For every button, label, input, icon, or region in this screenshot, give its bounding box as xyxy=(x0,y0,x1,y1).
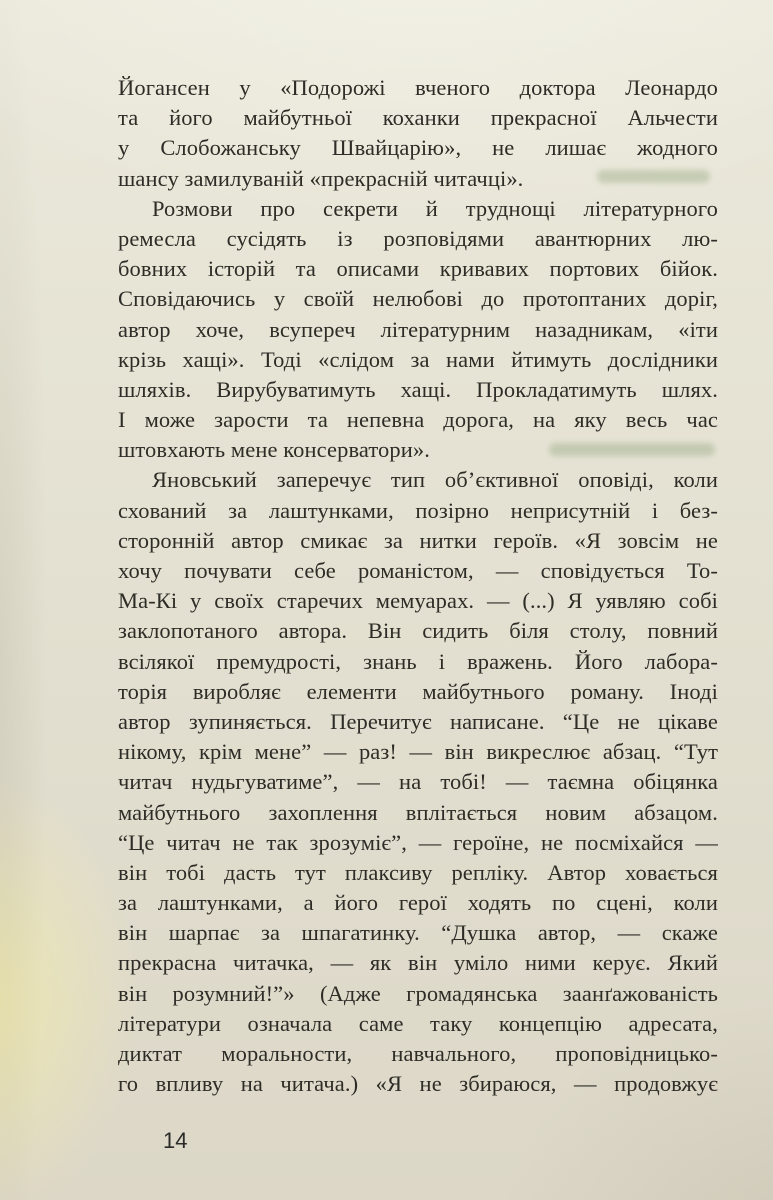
text-line: Йогансен у «Подорожі вченого доктора Леонардо xyxy=(118,75,718,100)
text-line: бовних історій та описами кривавих портових бійок. xyxy=(118,256,718,282)
text-line: за лаштунками, а його герої ходять по сцені, коли xyxy=(118,890,718,916)
text-line: він тобі дасть тут плаксиву репліку. Автор ховається xyxy=(118,859,718,885)
text-line: шляхів. Вирубуватимуть хащі. Прокладатимуть шлях. xyxy=(118,376,718,402)
text-line: шансу замилуваній «прекрасній читачці». xyxy=(118,165,524,191)
text-line: го впливу на читача.) «Я не збираюся, — продовжує xyxy=(118,1071,718,1097)
text-line: Яновський заперечує тип об’єктивної оповіді, коли xyxy=(152,467,718,493)
text-line: сторонній автор смикає за нитки героїв. «Я зовсім не xyxy=(118,527,718,553)
text-line: автор зупиняється. Перечитує написане. “Це не цікаве xyxy=(118,708,718,734)
text-line: читач нудьгуватиме”, — на тобі! — таємна обіцянка xyxy=(118,769,718,795)
text-line: ремесла сусідять із розповідями авантюрних лю- xyxy=(118,225,718,251)
text-line: схований за лаштунками, позірно неприсутній і без- xyxy=(118,497,718,523)
text-line: заклопотаного автора. Він сидить біля столу, повний xyxy=(118,618,718,644)
text-line: літератури означала саме таку концепцію адресата, xyxy=(118,1010,718,1036)
text-line: Розмови про секрети й труднощі літературного xyxy=(152,195,718,221)
text-line: “Це читач не так зрозуміє”, — героїне, не посміхайся — xyxy=(118,829,718,855)
text-line: торія виробляє елементи майбутнього роману. Іноді xyxy=(118,678,718,704)
text-line: І може зарости та непевна дорога, на яку весь час xyxy=(118,407,718,433)
text-line: прекрасна читачка, — як він уміло ними керує. Який xyxy=(118,950,718,976)
text-line: диктат моральности, навчального, проповідницько- xyxy=(118,1041,718,1066)
page-text-block xyxy=(118,73,718,1099)
text-line: крізь хащі». Тоді «слідом за нами йтимуть дослідники xyxy=(118,346,718,372)
text-line: Ма-Кі у своїх старечих мемуарах. — (...) Я уявляю собі xyxy=(118,588,718,614)
text-line: автор хоче, всупереч літературним назадникам, «іти xyxy=(118,316,718,342)
page-number: 14 xyxy=(163,1128,188,1153)
text-line: він шарпає за шпагатинку. “Душка автор, — скаже xyxy=(118,920,718,946)
text-line: хочу почувати себе романістом, — сповідується То- xyxy=(118,558,718,583)
text-line: нікому, крім мене” — раз! — він викреслює абзац. “Тут xyxy=(118,739,718,765)
text-line: майбутнього захоплення вплітається новим абзацом. xyxy=(118,799,718,825)
text-line: всілякої премудрості, знань і вражень. Його лабора- xyxy=(118,648,718,674)
text-line: у Слобожанську Швайцарію», не лишає жодного xyxy=(118,135,718,161)
text-line: він розумний!”» (Адже громадянська заанґажованість xyxy=(118,980,718,1006)
text-line: штовхають мене консерватори». xyxy=(118,437,430,463)
text-line: Сповідаючись у своїй нелюбові до протоптаних доріг, xyxy=(118,286,718,312)
text-line: та його майбутньої коханки прекрасної Альчести xyxy=(118,105,718,131)
